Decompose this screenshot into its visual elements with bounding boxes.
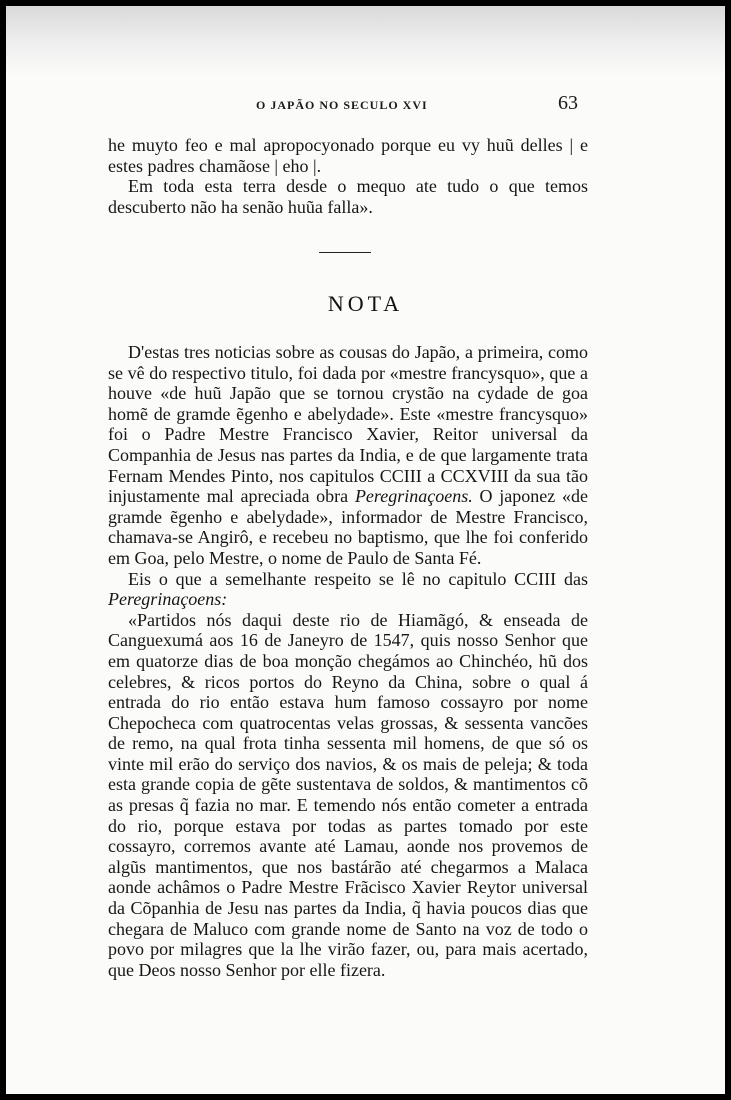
top-text-block — [108, 135, 588, 217]
book-title-italic: Peregrinaçoens. — [354, 486, 473, 507]
page-number: 63 — [558, 92, 578, 114]
book-title-italic-2: Peregrinaçoens: — [108, 589, 228, 610]
note-p2-text: Eis o que a semelhante respeito se lê no capitulo CCIII das — [128, 568, 588, 589]
note-paragraph-3: «Partidos nós daqui deste rio de Hiamãgó, & enseada de Canguexumá aos 16 de Janeyro de 1547, quis nosso Senhor que em quatorze dias de boa monção chegámos ao Chinchéo, hũ dos celebres, & ricos portos do Reyno da China, sobre o qual á entrada do rio então estava hum famoso cossayro por nome Chepocheca com quatrocentas velas grossas, & sessenta vancões de remo, na qual frota tinha sessenta mil homens, de que só os vinte mil erão do serviço dos navios, & os mais de peleja; & toda esta grande copia de gẽte sustentava de soldos, & mantimentos cõ as presas q̃ fazia no mar. E temendo nós então cometer a entrada do rio, porque estava por todas as partes tomado por este cossayro, corremos avante até Lamau, aonde nos provemos de algũs mantimentos, que nos bastárão até chegarmos a Malaca aonde achâmos o Padre Mestre Frãcisco Xavier Reytor universal da Cõpanhia de Jesu nas partes da India, q̃ havia poucos dias que chegara de Maluco com grande nome de Santo na voz de todo o povo por milagres que la lhe virão fazer, ou, para mais acertado, que Deos nosso Senhor por elle fizera. — [108, 609, 588, 980]
running-title: O JAPÃO NO SECULO XVI — [256, 98, 428, 112]
top-paragraph-2: Em toda esta terra desde o mequo ate tudo o que temos descuberto não ha senão huũa falla». — [108, 176, 588, 217]
section-heading: NOTA — [327, 291, 404, 316]
top-paragraph-1: he muyto feo e mal apropocyonado porque eu vy huũ delles | e estes padres chamãose | eho |. — [108, 135, 588, 176]
note-paragraph-2 — [108, 569, 588, 610]
note-p1-text-a: D'estas tres noticias sobre as cousas do Japão, a primeira, como se vê do respectivo titulo, foi dada por «mestre francysquo», que a houve «de huũ Japão que se tornou crystão na cydade de goa homẽ de gramde ẽgenho e abelydade». Este «mestre francysquo» foi o Padre Mestre Francisco Xavier, Reitor universal da Companhia de Jesus nas partes da India, e de que largamente trata Fernam Mendes Pinto, nos capitulos CCIII a CCXVIII da sua tão injustamente mal apreciada obra — [108, 342, 588, 507]
page-header — [6, 94, 725, 118]
book-page — [6, 6, 725, 1094]
section-divider — [319, 252, 371, 253]
note-p1-text-b: O japonez «de gramde ẽgenho e abelydade», informador de Mestre Francisco, chamava-se Angirô, e recebeu no baptismo, que lhe foi conferido em Goa, pelo Mestre, o nome de Paulo de Santa Fé. — [108, 486, 588, 568]
note-text-block — [108, 342, 588, 980]
note-paragraph-1 — [108, 342, 588, 569]
